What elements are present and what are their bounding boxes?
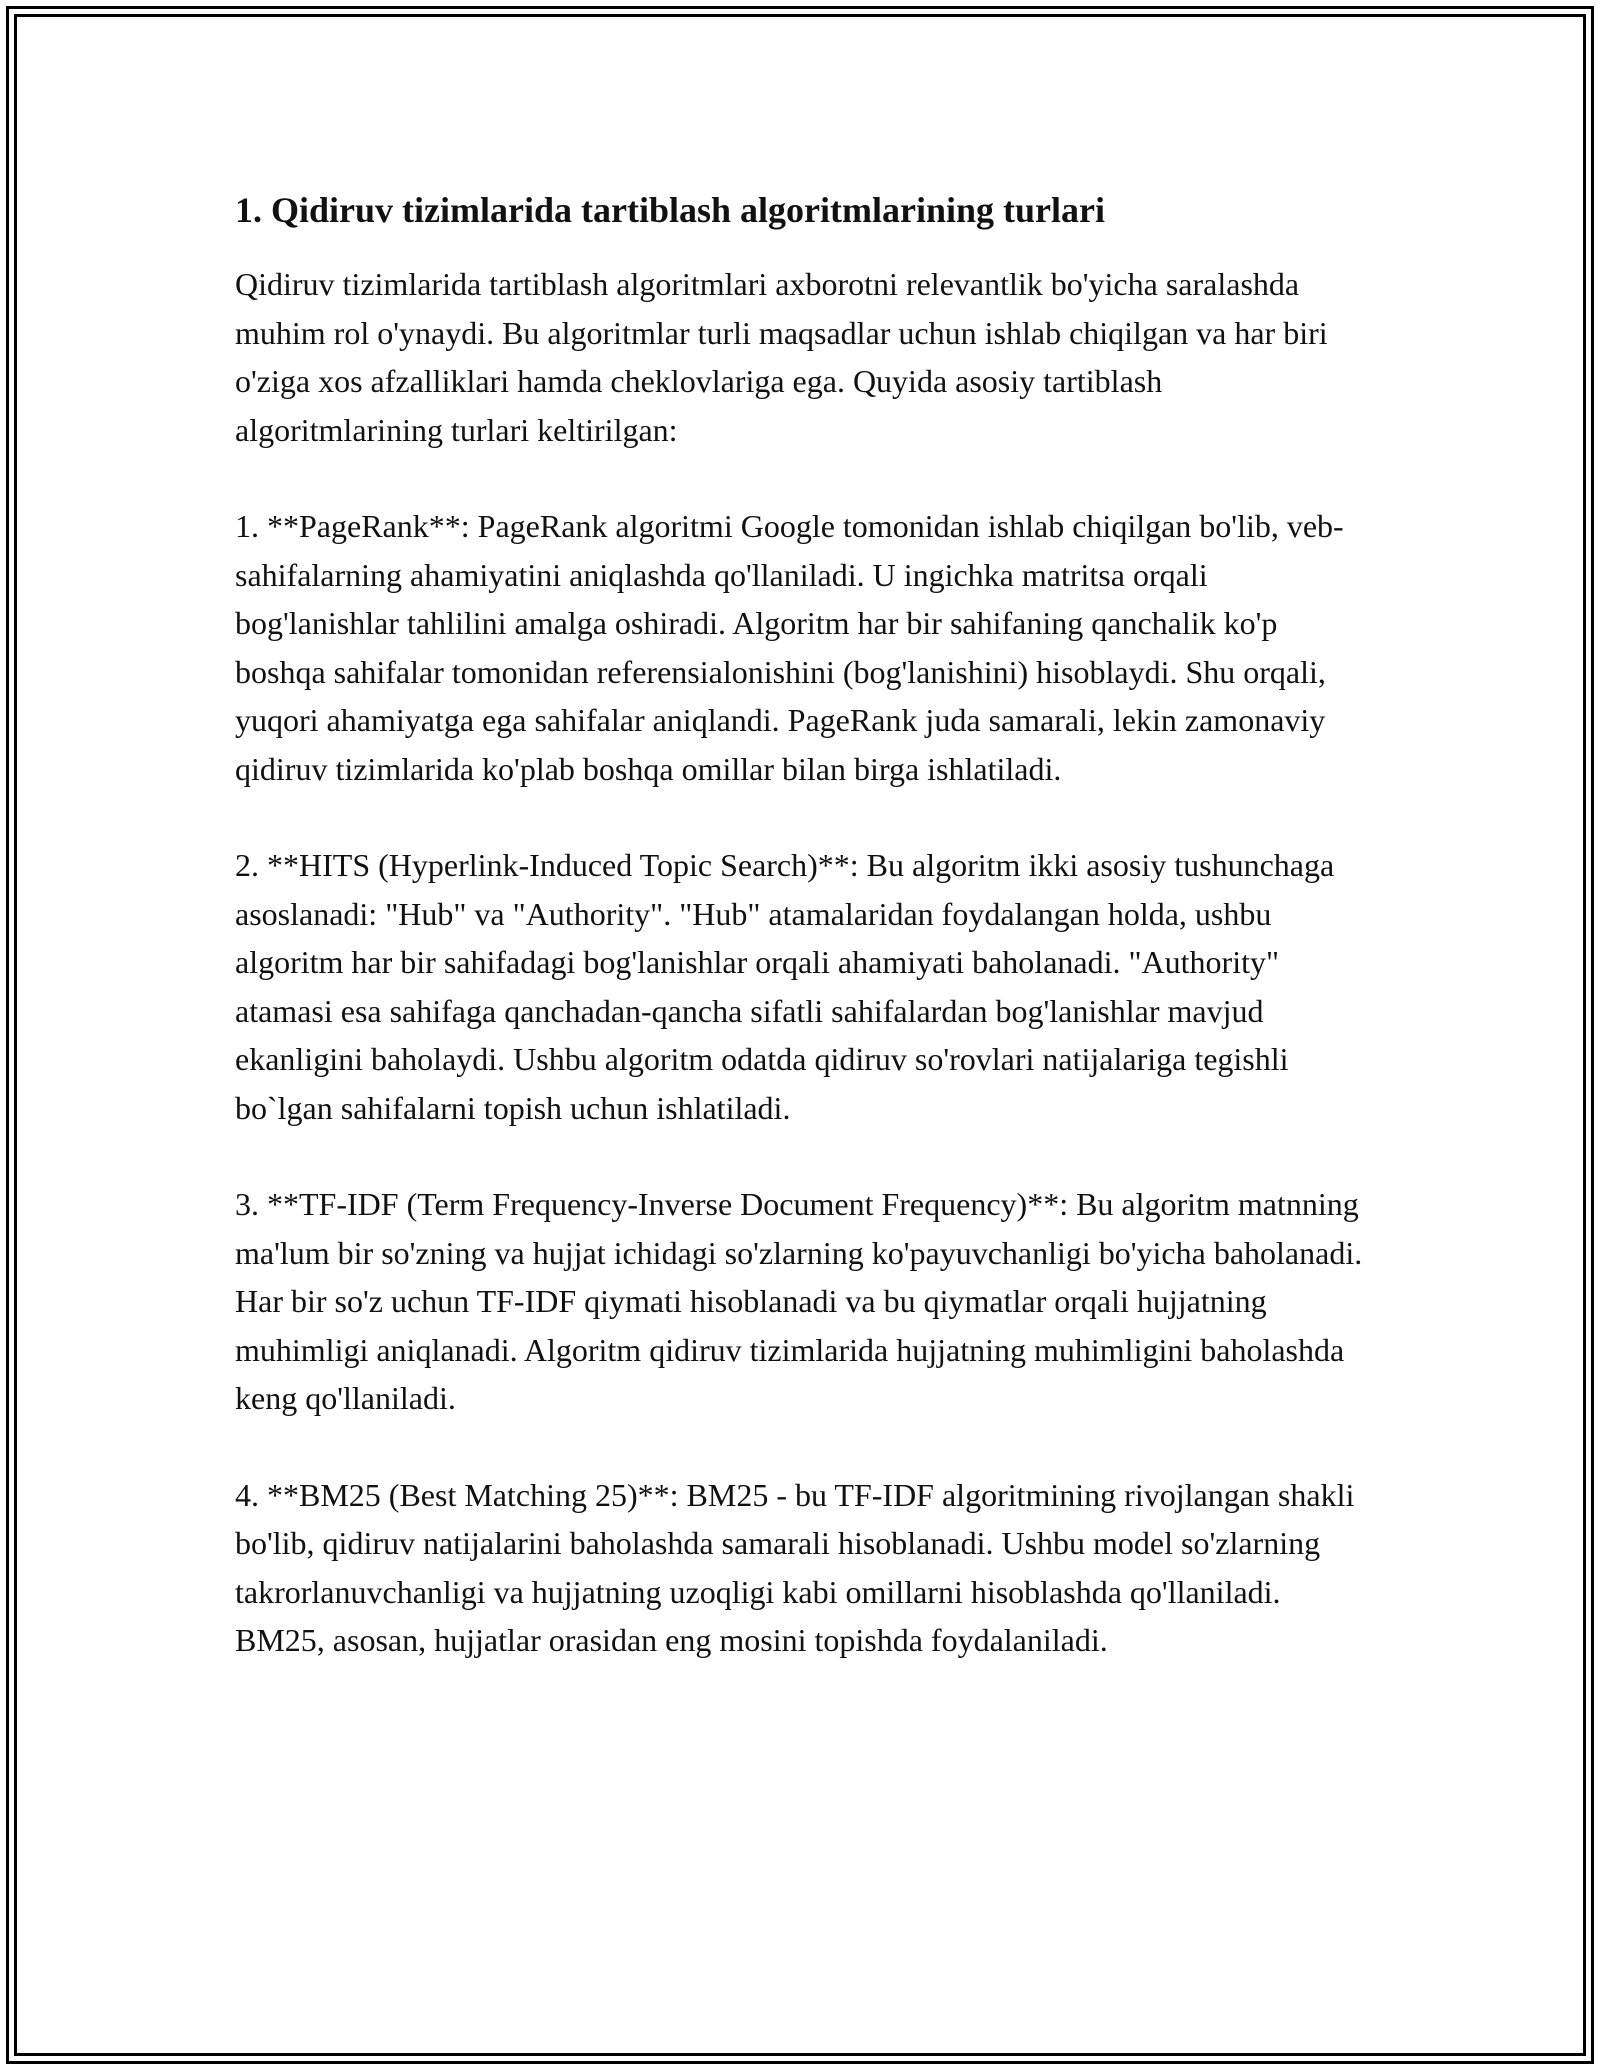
hits-paragraph: 2. **HITS (Hyperlink-Induced Topic Search)**: Bu algoritm ikki asosiy tushunchaga asoslanadi: "Hub" va "Authority". "Hub" atamalaridan foydalangan holda, ushbu algoritm har bir sahifadagi bog'lanishlar orqali ahamiyati baholanadi. "Authority" atamasi esa sahifaga qanchadan-qancha sifatli sahifalardan bog'lanishlar mavjud ekanligini baholaydi. Ushbu algoritm odatda qidiruv so'rovlari natijalariga tegishli bo`lgan sahifalarni topish uchun ishlatiladi.: [235, 847, 1335, 1126]
pagerank-paragraph: 1. **PageRank**: PageRank algoritmi Google tomonidan ishlab chiqilgan bo'lib, veb-sahifalarning ahamiyatini aniqlashda qo'llaniladi. U ingichka matritsa orqali bog'lanishlar tahlilini amalga oshiradi. Algoritm har bir sahifaning qanchalik ko'p boshqa sahifalar tomonidan referensialonishini (bog'lanishini) hisoblaydi. Shu orqali, yuqori ahamiyatga ega sahifalar aniqlandi. PageRank juda samarali, lekin zamonaviy qidiruv tizimlarida ko'plab boshqa omillar bilan birga ishlatiladi.: [235, 508, 1344, 787]
document-body: [235, 186, 1375, 1713]
intro-paragraph: Qidiruv tizimlarida tartiblash algoritmlari axborotni relevantlik bo'yicha saralashda muhim rol o'ynaydi. Bu algoritmlar turli maqsadlar uchun ishlab chiqilgan va har biri o'ziga xos afzalliklari hamda cheklovlariga ega. Quyida asosiy tartiblash algoritmlarining turlari keltirilgan:: [235, 266, 1328, 448]
section-heading: 1. Qidiruv tizimlarida tartiblash algoritmlarining turlari: [235, 190, 1105, 230]
bm25-paragraph: 4. **BM25 (Best Matching 25)**: BM25 - bu TF-IDF algoritmining rivojlangan shakli bo'lib, qidiruv natijalarini baholashda samarali hisoblanadi. Ushbu model so'zlarning takrorlanuvchanligi va hujjatning uzoqligi kabi omillarni hisoblashda qo'llaniladi. BM25, asosan, hujjatlar orasidan eng mosini topishda foydalaniladi.: [235, 1476, 1355, 1658]
tfidf-paragraph: 3. **TF-IDF (Term Frequency-Inverse Document Frequency)**: Bu algoritm matnning ma'lum bir so'zning va hujjat ichidagi so'zlarning ko'payuvchanligi bo'yicha baholanadi. Har bir so'z uchun TF-IDF qiymati hisoblanadi va bu qiymatlar orqali hujjatning muhimligi aniqlanadi. Algoritm qidiruv tizimlarida hujjatning muhimligini baholashda keng qo'llaniladi.: [235, 1186, 1363, 1416]
